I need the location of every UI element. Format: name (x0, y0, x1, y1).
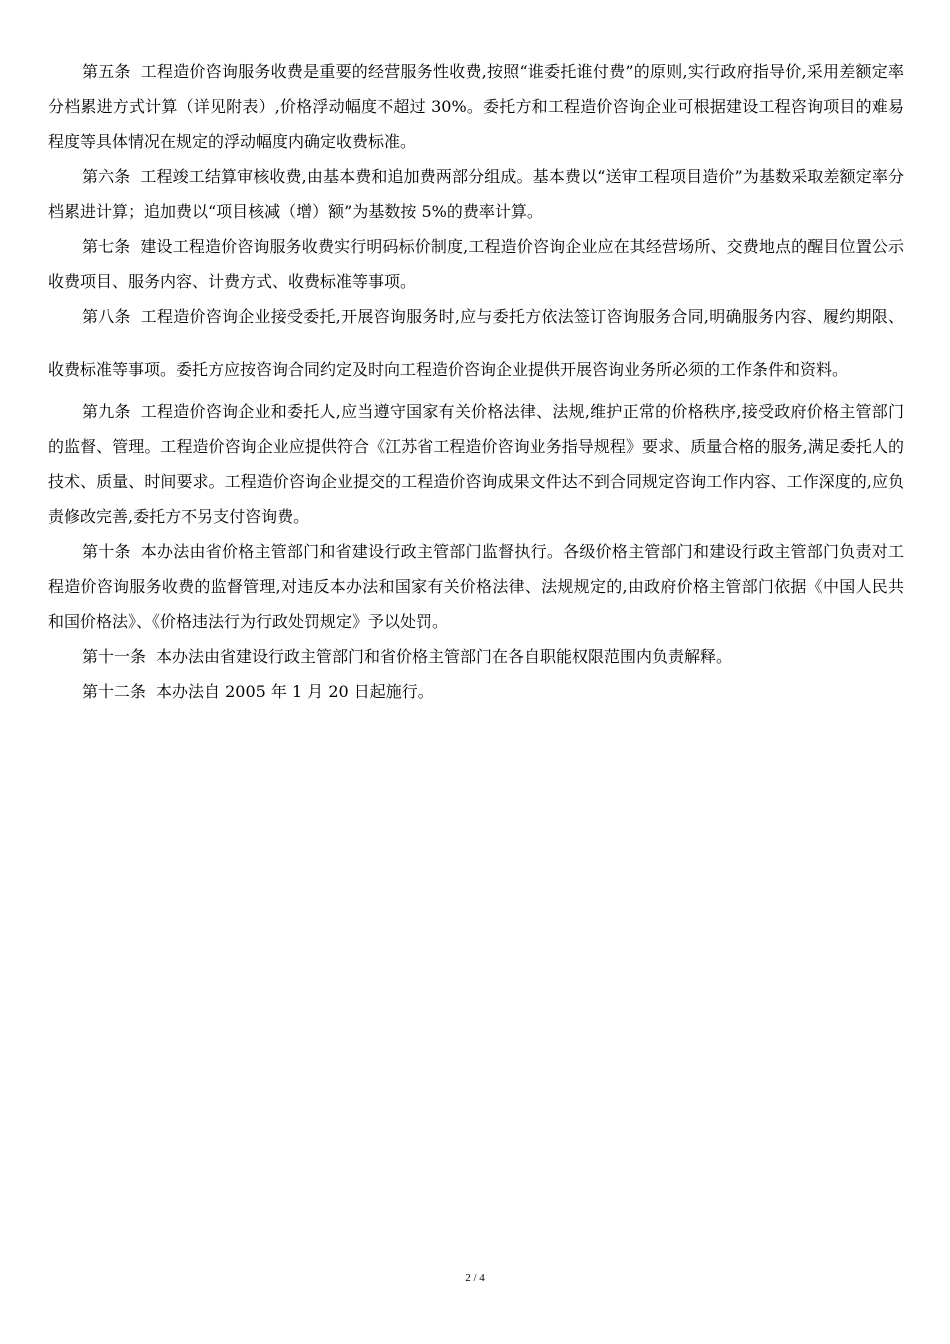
article-text: 本办法由省价格主管部门和省建设行政主管部门监督执行。各级价格主管部门和建设行政主管部门负责对工程造价咨询服务收费的监督管理,对违反本办法和国家有关价格法律、法规规定的,由政府价格主管部门依据《中国人民共和国价格法》、《价格违法行为行政处罚规定》予以处罚。 (48, 542, 904, 631)
article-10 (48, 534, 904, 639)
article-text: 工程竣工结算审核收费,由基本费和追加费两部分组成。基本费以“送审工程项目造价”为基数采取差额定率分档累进计算；追加费以“项目核减（增）额”为基数按 5%的费率计算。 (48, 167, 904, 221)
article-label: 第十二条 (82, 682, 147, 701)
article-text: 本办法自 2005 年 1 月 20 日起施行。 (156, 682, 434, 701)
article-9 (48, 394, 904, 534)
article-text: 建设工程造价咨询服务收费实行明码标价制度,工程造价咨询企业应在其经营场所、交费地点的醒目位置公示收费项目、服务内容、计费方式、收费标准等事项。 (48, 237, 904, 291)
document-body (48, 54, 904, 709)
article-label: 第六条 (82, 167, 131, 186)
article-label: 第十条 (82, 542, 131, 561)
article-12 (48, 674, 904, 709)
article-5 (48, 54, 904, 159)
article-6 (48, 159, 904, 229)
article-text: 工程造价咨询服务收费是重要的经营服务性收费,按照“谁委托谁付费”的原则,实行政府指导价,采用差额定率分档累进方式计算（详见附表）,价格浮动幅度不超过 30%。委托方和工程造价咨询企业可根据建设工程咨询项目的难易程度等具体情况在规定的浮动幅度内确定收费标准。 (48, 62, 904, 151)
article-label: 第八条 (82, 307, 131, 326)
article-label: 第五条 (82, 62, 131, 81)
article-label: 第七条 (82, 237, 131, 256)
article-text: 本办法由省建设行政主管部门和省价格主管部门在各自职能权限范围内负责解释。 (156, 647, 733, 666)
article-label: 第九条 (82, 402, 131, 421)
article-8 (48, 290, 904, 396)
article-7 (48, 229, 904, 299)
article-11 (48, 639, 904, 674)
article-text: 工程造价咨询企业接受委托,开展咨询服务时,应与委托方依法签订咨询服务合同,明确服务内容、履约期限、收费标准等事项。委托方应按咨询合同约定及时向工程造价咨询企业提供开展咨询业务所必须的工作条件和资料。 (48, 307, 904, 379)
article-text: 工程造价咨询企业和委托人,应当遵守国家有关价格法律、法规,维护正常的价格秩序,接受政府价格主管部门的监督、管理。工程造价咨询企业应提供符合《江苏省工程造价咨询业务指导规程》要求、质量合格的服务,满足委托人的技术、质量、时间要求。工程造价咨询企业提交的工程造价咨询成果文件达不到合同规定咨询工作内容、工作深度的,应负责修改完善,委托方不另支付咨询费。 (48, 402, 904, 526)
article-label: 第十一条 (82, 647, 147, 666)
page-number: 2 / 4 (465, 1272, 485, 1284)
